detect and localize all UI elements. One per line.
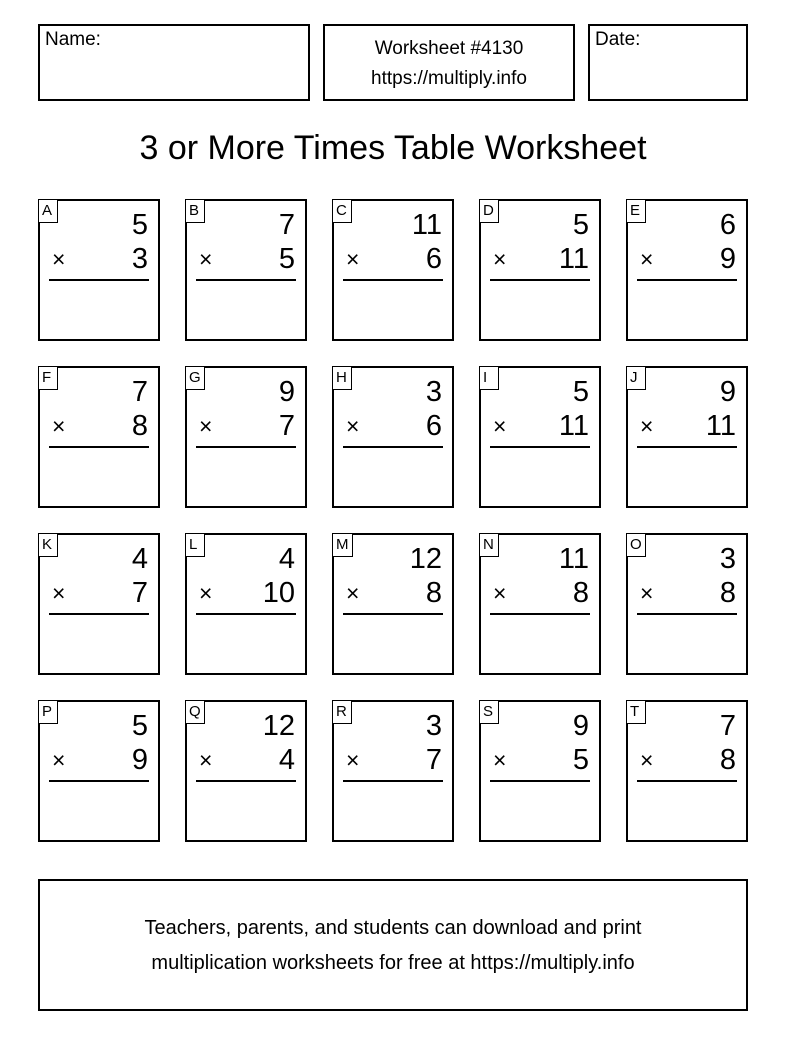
answer-line: [49, 613, 149, 615]
times-sign: ×: [52, 413, 66, 439]
answer-line: [343, 279, 443, 281]
times-sign: ×: [199, 747, 213, 773]
date-field-box: [588, 24, 748, 101]
problem-card: [626, 533, 748, 675]
times-sign: ×: [199, 413, 213, 439]
answer-line: [490, 279, 590, 281]
answer-line: [343, 613, 443, 615]
problem-letter: K: [38, 533, 58, 557]
multiplier: 7: [278, 410, 295, 442]
multiplicand: 3: [425, 710, 442, 742]
multiplicand: 11: [411, 209, 442, 241]
date-label: Date:: [595, 29, 641, 50]
problem-card: [626, 700, 748, 842]
answer-line: [196, 446, 296, 448]
problem-card: [185, 700, 307, 842]
problem-letter: A: [38, 199, 58, 223]
times-sign: ×: [52, 747, 66, 773]
name-field-box: [38, 24, 310, 101]
multiplier: 10: [262, 577, 295, 609]
times-sign: ×: [199, 246, 213, 272]
problem-card: [479, 700, 601, 842]
multiplicand: 3: [719, 543, 736, 575]
problem-letter: Q: [185, 700, 205, 724]
problem-card: [479, 533, 601, 675]
multiplicand: 7: [719, 710, 736, 742]
answer-line: [490, 446, 590, 448]
multiplier: 8: [719, 577, 736, 609]
multiplier: 11: [558, 243, 589, 275]
answer-line: [49, 279, 149, 281]
multiplicand: 4: [278, 543, 295, 575]
problem-letter: C: [332, 199, 352, 223]
multiplicand: 3: [425, 376, 442, 408]
times-sign: ×: [52, 246, 66, 272]
problem-card: [38, 533, 160, 675]
multiplier: 9: [719, 243, 736, 275]
multiplicand: 9: [572, 710, 589, 742]
multiplier: 5: [572, 744, 589, 776]
multiplicand: 9: [719, 376, 736, 408]
problem-card: [626, 366, 748, 508]
problem-letter: J: [626, 366, 646, 390]
times-sign: ×: [346, 580, 360, 606]
problem-card: [332, 366, 454, 508]
problem-letter: B: [185, 199, 205, 223]
answer-line: [490, 780, 590, 782]
multiplier: 11: [705, 410, 736, 442]
worksheet-number: Worksheet #4130: [374, 38, 524, 59]
multiplicand: 11: [558, 543, 589, 575]
problem-letter: E: [626, 199, 646, 223]
multiplicand: 12: [409, 543, 442, 575]
multiplicand: 4: [131, 543, 148, 575]
problem-grid: [38, 199, 748, 842]
times-sign: ×: [493, 413, 507, 439]
multiplier: 8: [425, 577, 442, 609]
answer-line: [196, 279, 296, 281]
multiplier: 3: [131, 243, 148, 275]
problem-card: [626, 199, 748, 341]
multiplier: 6: [425, 243, 442, 275]
times-sign: ×: [493, 246, 507, 272]
problem-letter: R: [332, 700, 352, 724]
problem-card: [185, 533, 307, 675]
times-sign: ×: [199, 580, 213, 606]
problem-letter: O: [626, 533, 646, 557]
worksheet-url: https://multiply.info: [371, 68, 527, 89]
problem-card: [185, 199, 307, 341]
problem-card: [38, 366, 160, 508]
multiplicand: 5: [572, 376, 589, 408]
problem-letter: M: [332, 533, 353, 557]
answer-line: [49, 446, 149, 448]
answer-line: [490, 613, 590, 615]
multiplier: 5: [278, 243, 295, 275]
times-sign: ×: [640, 580, 654, 606]
answer-line: [637, 446, 737, 448]
times-sign: ×: [640, 246, 654, 272]
multiplier: 11: [558, 410, 589, 442]
problem-letter: L: [185, 533, 205, 557]
problem-card: [479, 366, 601, 508]
multiplier: 7: [425, 744, 442, 776]
problem-letter: N: [479, 533, 499, 557]
footer-line-1: Teachers, parents, and students can download and print: [144, 917, 642, 939]
footer-box: [38, 879, 748, 1011]
problem-card: [38, 700, 160, 842]
multiplicand: 9: [278, 376, 295, 408]
times-sign: ×: [346, 413, 360, 439]
times-sign: ×: [640, 413, 654, 439]
multiplier: 8: [572, 577, 589, 609]
times-sign: ×: [346, 747, 360, 773]
answer-line: [196, 613, 296, 615]
times-sign: ×: [52, 580, 66, 606]
answer-line: [637, 613, 737, 615]
problem-card: [479, 199, 601, 341]
problem-letter: G: [185, 366, 205, 390]
answer-line: [343, 780, 443, 782]
answer-line: [196, 780, 296, 782]
times-sign: ×: [640, 747, 654, 773]
multiplicand: 5: [131, 209, 148, 241]
name-label: Name:: [45, 29, 101, 50]
times-sign: ×: [493, 580, 507, 606]
multiplier: 6: [425, 410, 442, 442]
problem-letter: P: [38, 700, 58, 724]
multiplicand: 5: [572, 209, 589, 241]
multiplicand: 7: [131, 376, 148, 408]
multiplier: 4: [278, 744, 295, 776]
worksheet-info-box: [323, 24, 575, 101]
multiplicand: 12: [262, 710, 295, 742]
problem-card: [332, 700, 454, 842]
multiplier: 8: [719, 744, 736, 776]
times-sign: ×: [493, 747, 507, 773]
answer-line: [49, 780, 149, 782]
problem-card: [332, 533, 454, 675]
answer-line: [343, 446, 443, 448]
multiplier: 9: [131, 744, 148, 776]
problem-letter: S: [479, 700, 499, 724]
multiplicand: 6: [719, 209, 736, 241]
problem-card: [332, 199, 454, 341]
problem-letter: T: [626, 700, 646, 724]
answer-line: [637, 780, 737, 782]
answer-line: [637, 279, 737, 281]
multiplier: 8: [131, 410, 148, 442]
multiplicand: 7: [278, 209, 295, 241]
multiplicand: 5: [131, 710, 148, 742]
problem-letter: I: [479, 366, 499, 390]
problem-letter: F: [38, 366, 58, 390]
page-title: 3 or More Times Table Worksheet: [139, 129, 647, 167]
problem-letter: H: [332, 366, 352, 390]
problem-card: [38, 199, 160, 341]
times-sign: ×: [346, 246, 360, 272]
problem-letter: D: [479, 199, 499, 223]
multiplier: 7: [131, 577, 148, 609]
footer-line-2: multiplication worksheets for free at https://multiply.info: [151, 952, 635, 974]
problem-card: [185, 366, 307, 508]
